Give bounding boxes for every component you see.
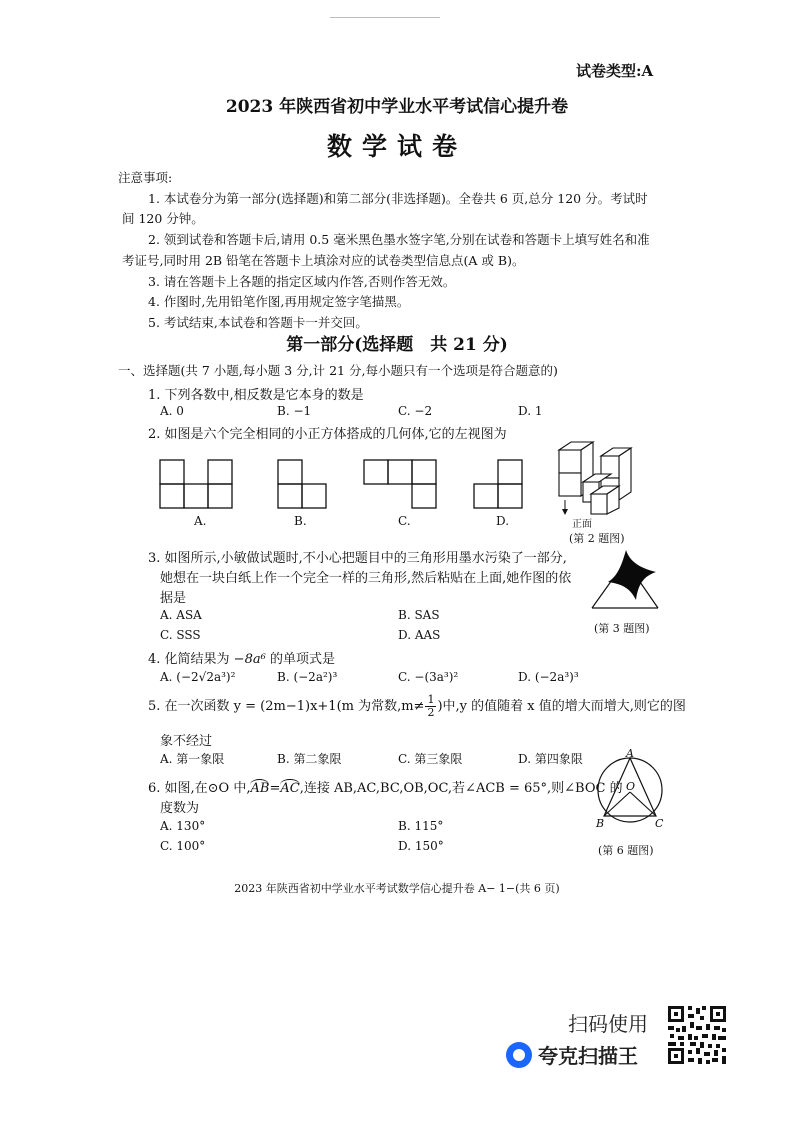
section-title: 一、选择题(共 7 小题,每小题 3 分,计 21 分,每小题只有一个选项是符合题意的) xyxy=(118,363,558,378)
part-title: 第一部分(选择题 共 21 分) xyxy=(286,335,508,355)
q2-view-options xyxy=(150,450,550,520)
q6-stem-b: ,连接 AB,AC,BC,OB,OC,若∠ACB = 65°,则∠BOC 的 xyxy=(299,781,623,796)
scanner-brand: 夸克扫描王 xyxy=(538,1044,638,1068)
q6-point-b: B xyxy=(596,817,605,830)
q2-caption: (第 2 题图) xyxy=(569,532,625,545)
notice-item: 2. 领到试卷和答题卡后,请用 0.5 毫米黑色墨水签字笔,分别在试卷和答题卡上填写姓名和准 xyxy=(148,232,650,248)
q6-option-d: D. 150° xyxy=(398,839,444,853)
exam-title: 2023 年陕西省初中学业水平考试信心提升卷 xyxy=(225,97,569,117)
q6-option-b: B. 115° xyxy=(398,819,444,833)
view-b-figure xyxy=(278,460,326,508)
q1-option-d: D. 1 xyxy=(518,404,543,418)
q3-option-a: A. ASA xyxy=(160,608,202,622)
q2-label-a: A. xyxy=(194,514,207,528)
q6-point-c: C xyxy=(655,817,664,830)
q1-option-c: C. −2 xyxy=(398,404,433,418)
q2-stem: 2. 如图是六个完全相同的小正方体搭成的几何体,它的左视图为 xyxy=(148,427,507,442)
notice-heading: 注意事项: xyxy=(118,170,173,185)
quark-logo-icon xyxy=(506,1042,532,1068)
q6-caption: (第 6 题图) xyxy=(598,844,654,857)
paper-type: 试卷类型:A xyxy=(576,62,654,80)
q6-stem xyxy=(148,777,623,796)
q4-option-b: B. (−2a²)³ xyxy=(277,670,338,684)
q3-caption: (第 3 题图) xyxy=(594,622,650,635)
notice-item: 3. 请在答题卡上各题的指定区域内作答,否则作答无效。 xyxy=(148,273,456,289)
notice-item: 4. 作图时,先用铅笔作图,再用规定签字笔描黑。 xyxy=(148,294,410,310)
subject-title: 数学试卷 xyxy=(326,132,467,161)
q4-option-a: A. (−2√2a³)² xyxy=(160,670,236,684)
q6-arc-ac: AC xyxy=(280,781,300,796)
q3-stem-line1: 3. 如图所示,小敏做试题时,不小心把题目中的三角形用墨水污染了一部分, xyxy=(148,551,567,566)
q5-option-a: A. 第一象限 xyxy=(160,752,225,766)
q3-option-d: D. AAS xyxy=(398,628,441,642)
notice-item: 1. 本试卷分为第一部分(选择题)和第二部分(非选择题)。全卷共 6 页,总分 120 分。考试时 xyxy=(148,190,648,206)
q4-option-d: D. (−2a³)³ xyxy=(518,670,579,684)
qr-code-icon[interactable] xyxy=(666,1004,728,1066)
q5-option-d: D. 第四象限 xyxy=(518,752,583,766)
q4-stem-prefix: 4. 化简结果为 xyxy=(148,652,234,667)
view-c-figure xyxy=(364,460,436,508)
page-footer: 2023 年陕西省初中学业水平考试数学信心提升卷 A− 1−(共 6 页) xyxy=(234,882,560,895)
q6-stem-line2: 度数为 xyxy=(160,801,200,816)
q3-option-b: B. SAS xyxy=(398,608,440,622)
scan-artifact-line xyxy=(330,17,440,18)
q3-stem-line3: 据是 xyxy=(160,591,187,606)
q4-stem-suffix: 的单项式是 xyxy=(265,652,335,667)
q1-option-b: B. −1 xyxy=(277,404,312,418)
notice-block xyxy=(118,168,682,334)
q2-label-d: D. xyxy=(496,514,510,528)
q6-arc-ab: AB xyxy=(250,781,270,796)
q3-stem-line2: 她想在一块白纸上作一个完全一样的三角形,然后粘贴在上面,她作图的依 xyxy=(160,571,572,586)
q5-option-b: B. 第二象限 xyxy=(277,752,342,766)
q6-stem-a: 6. 如图,在⊙O 中, xyxy=(148,781,251,796)
q5-frac-num: 1 xyxy=(427,693,435,706)
q4-stem xyxy=(148,648,335,667)
q1-option-a: A. 0 xyxy=(160,404,184,418)
q6-point-a: A xyxy=(626,747,634,760)
q4-stem-expr: −8a⁶ xyxy=(233,652,266,667)
notice-item: 间 120 分钟。 xyxy=(122,211,204,227)
scan-to-use-text: 扫码使用 xyxy=(568,1012,648,1036)
q3-ink-triangle-figure xyxy=(588,548,664,612)
q6-point-o: O xyxy=(626,780,636,793)
q5-frac-den: 2 xyxy=(427,706,435,719)
q5-stem-b: )中,y 的值随着 x 值的增大而增大,则它的图 xyxy=(437,699,686,714)
view-d-figure xyxy=(474,460,522,508)
q5-stem-line2: 象不经过 xyxy=(160,734,213,749)
q3-option-c: C. SSS xyxy=(160,628,201,642)
q4-option-c: C. −(3a³)² xyxy=(398,670,459,684)
q6-option-c: C. 100° xyxy=(160,839,206,853)
view-a-figure xyxy=(160,460,232,508)
q5-fraction xyxy=(425,694,436,719)
q2-label-c: C. xyxy=(398,514,411,528)
q5-stem xyxy=(148,694,686,719)
q2-cube-solid-figure xyxy=(553,436,637,516)
q5-option-c: C. 第三象限 xyxy=(398,752,463,766)
q2-label-b: B. xyxy=(294,514,307,528)
q1-stem: 1. 下列各数中,相反数是它本身的数是 xyxy=(148,388,364,403)
notice-item: 5. 考试结束,本试卷和答题卡一并交回。 xyxy=(148,314,368,330)
q6-option-a: A. 130° xyxy=(160,819,206,833)
q6-eq: = xyxy=(269,781,281,796)
q5-stem-a: 5. 在一次函数 y = (2m−1)x+1(m 为常数,m≠ xyxy=(148,699,425,714)
notice-item: 考证号,同时用 2B 铅笔在答题卡上填涂对应的试卷类型信息点(A 或 B)。 xyxy=(122,252,525,268)
q2-front-label: 正面 xyxy=(572,519,592,530)
